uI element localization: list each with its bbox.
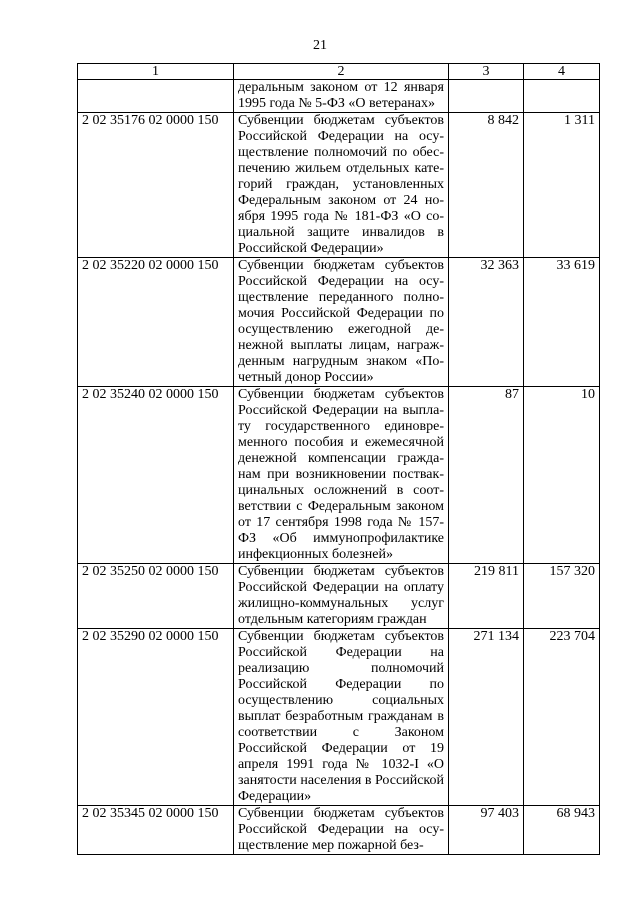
description-cell: Субвенции бюджетам субъектов Российской Федерации на осуществление мер пожарной без- [234,806,449,855]
value-cell-col3: 219 811 [449,564,524,629]
description-cell: Субвенции бюджетам субъектов Российской Федерации на реализацию полномочий Российской Федерации по осуществлению социальных выплат безработным гражданам в соответствии с Законом Российской Федерации от 19 апреля 1991 года № 1032-I «О занятости населения в Российской Федерации» [234,629,449,806]
value-cell-col3: 87 [449,387,524,564]
value-cell-col4: 157 320 [524,564,600,629]
value-cell-col3: 32 363 [449,258,524,387]
description-cell: Субвенции бюджетам субъектов Российской Федерации на осуществление полномочий по обеспечению жильем отдельных категорий граждан, установленных Федеральным законом от 24 ноября 1995 года № 181-ФЗ «О социальной защите инвалидов в Российской Федерации» [234,113,449,258]
description-cell: Субвенции бюджетам субъектов Российской Федерации на выплату государственного единовременного пособия и ежемесячной денежной компенсации гражданам при возникновении поствакцинальных осложнений в соответствии с Федеральным законом от 17 сентября 1998 года № 157-ФЗ «Об иммунопрофилактике инфекционных болезней» [234,387,449,564]
value-cell-col3 [449,80,524,113]
code-cell: 2 02 35220 02 0000 150 [78,258,234,387]
page-number: 21 [313,38,327,53]
value-cell-col4: 1 311 [524,113,600,258]
code-cell: 2 02 35290 02 0000 150 [78,629,234,806]
description-cell: деральным законом от 12 января 1995 года № 5-ФЗ «О ветеранах» [234,80,449,113]
value-cell-col4 [524,80,600,113]
code-cell: 2 02 35250 02 0000 150 [78,564,234,629]
header-row [78,64,600,80]
code-cell [78,80,234,113]
budget-table [77,63,600,855]
value-cell-col4: 10 [524,387,600,564]
code-cell: 2 02 35345 02 0000 150 [78,806,234,855]
table-row [78,629,600,806]
table-row [78,80,600,113]
header-cell-4: 4 [524,64,600,80]
table-row [78,564,600,629]
value-cell-col4: 223 704 [524,629,600,806]
code-cell: 2 02 35240 02 0000 150 [78,387,234,564]
value-cell-col3: 97 403 [449,806,524,855]
code-cell: 2 02 35176 02 0000 150 [78,113,234,258]
header-cell-1: 1 [78,64,234,80]
value-cell-col4: 33 619 [524,258,600,387]
header-cell-3: 3 [449,64,524,80]
description-cell: Субвенции бюджетам субъектов Российской Федерации на оплату жилищно-коммунальных услуг отдельным категориям граждан [234,564,449,629]
value-cell-col3: 8 842 [449,113,524,258]
value-cell-col3: 271 134 [449,629,524,806]
table-row [78,387,600,564]
description-cell: Субвенции бюджетам субъектов Российской Федерации на осуществление переданного полномочия Российской Федерации по осуществлению ежегодной денежной выплаты лицам, награжденным нагрудным знаком «Почетный донор России» [234,258,449,387]
table-row [78,806,600,855]
table-row [78,258,600,387]
value-cell-col4: 68 943 [524,806,600,855]
header-cell-2: 2 [234,64,449,80]
table-row [78,113,600,258]
